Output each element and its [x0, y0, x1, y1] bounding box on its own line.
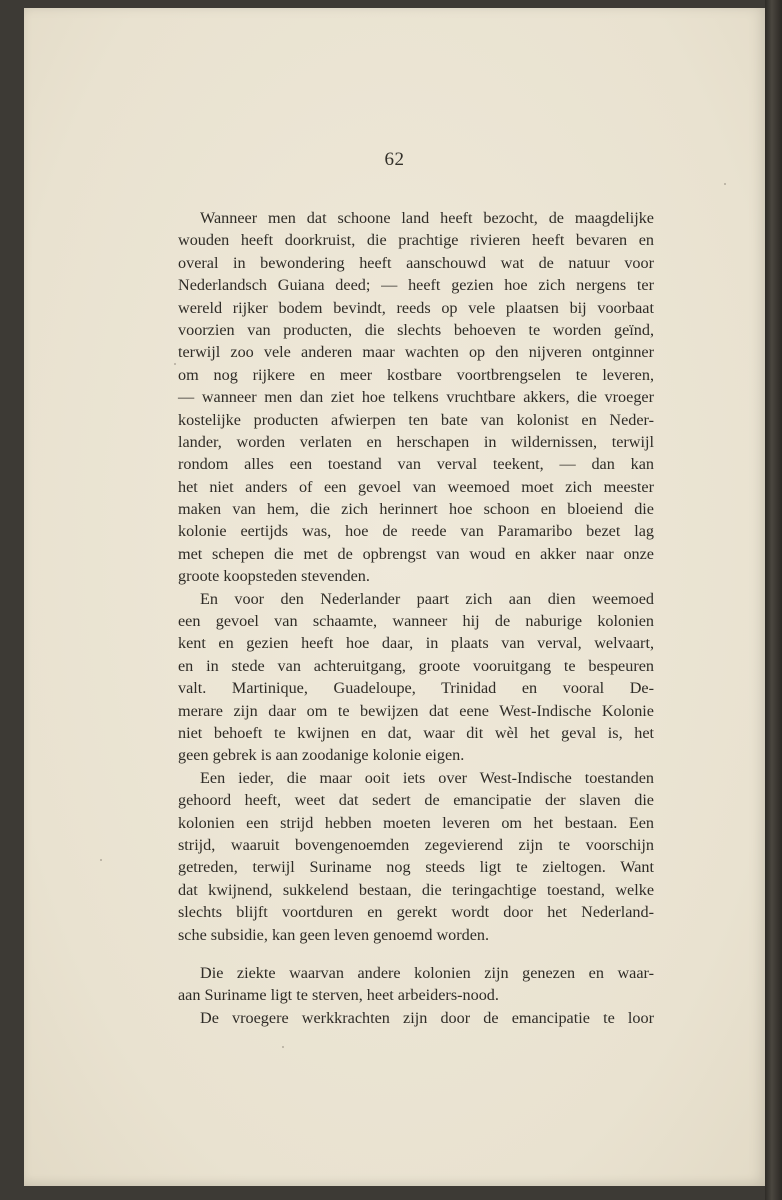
text-line: rondom alles een toestand van verval teekent, — dan kan — [178, 455, 654, 474]
text-line: strijd, waaruit bovengenoemden zegevierend zijn te voorschijn — [178, 835, 654, 854]
text-line: merare zijn daar om te bewijzen dat eene West-Indische Kolonie — [178, 701, 654, 720]
text-line: slechts blijft voortduren en gerekt wordt door het Nederland- — [178, 903, 654, 922]
book-edge — [765, 0, 782, 1200]
book-page — [24, 8, 765, 1186]
text-line: om nog rijkere en meer kostbare voortbrengselen te leveren, — [178, 365, 654, 384]
text-line: gehoord heeft, weet dat sedert de emancipatie der slaven die — [178, 791, 654, 810]
text-line: een gevoel van schaamte, wanneer hij de naburige kolonien — [178, 612, 654, 631]
text-line: aan Suriname ligt te sterven, heet arbeiders-nood. — [178, 986, 499, 1005]
text-line: niet behoeft te kwijnen en dat, waar dit wèl het geval is, het — [178, 723, 654, 742]
text-line: lander, worden verlaten en herschapen in wildernissen, terwijl — [178, 432, 654, 451]
text-line: Nederlandsch Guiana deed; — heeft gezien hoe zich nergens ter — [178, 276, 654, 295]
text-line: voorzien van producten, die slechts behoeven te worden geïnd, — [178, 320, 654, 339]
paragraph-1 — [178, 207, 654, 588]
body-text — [178, 207, 654, 1029]
text-line: het niet anders of een gevoel van weemoed moet zich meester — [178, 477, 654, 496]
section-gap — [178, 946, 654, 962]
text-line: kent en gezien heeft hoe daar, in plaats van verval, welvaart, — [178, 634, 654, 653]
text-line: overal in bewondering heeft aanschouwd wat de natuur voor — [178, 253, 654, 272]
text-line: terwijl zoo vele anderen maar wachten op den nijveren ontginner — [178, 343, 654, 362]
paragraph-4 — [178, 962, 654, 1007]
text-line: Die ziekte waarvan andere kolonien zijn genezen en waar- — [200, 963, 654, 982]
text-line: met schepen die met de opbrengst van woud en akker naar onze — [178, 544, 654, 563]
text-line: De vroegere werkkrachten zijn door de emancipatie te loor — [200, 1008, 654, 1027]
text-line: Een ieder, die maar ooit iets over West-Indische toestanden — [200, 768, 654, 787]
text-line: valt. Martinique, Guadeloupe, Trinidad en vooral De- — [178, 679, 654, 698]
text-line: kolonie eertijds was, hoe de reede van Paramaribo bezet lag — [178, 522, 654, 541]
text-line: kolonien een strijd hebben moeten leveren om het bestaan. Een — [178, 813, 654, 832]
text-line: groote koopsteden stevenden. — [178, 567, 370, 586]
text-line: sche subsidie, kan geen leven genoemd worden. — [178, 925, 490, 944]
text-line: maken van hem, die zich herinnert hoe schoon en bloeiend die — [178, 500, 654, 519]
paper-speck — [282, 1046, 284, 1048]
paper-speck — [174, 363, 176, 365]
paragraph-3 — [178, 767, 654, 946]
text-line: dat kwijnend, sukkelend bestaan, die teringachtige toestand, welke — [178, 880, 654, 899]
text-line: — wanneer men dan ziet hoe telkens vruchtbare akkers, die vroeger — [178, 388, 654, 407]
text-line: wouden heeft doorkruist, die prachtige rivieren heeft bevaren en — [178, 231, 654, 250]
paragraph-2 — [178, 588, 654, 767]
page-number: 62 — [384, 149, 405, 170]
text-line: En voor den Nederlander paart zich aan dien weemoed — [200, 589, 654, 608]
text-line: kostelijke producten afwierpen ten bate van kolonist en Neder- — [178, 410, 654, 429]
text-line: Wanneer men dat schoone land heeft bezocht, de maagdelijke — [200, 209, 654, 227]
text-line: wereld rijker bodem bevindt, reeds op vele plaatsen bij voorbaat — [178, 298, 654, 317]
paper-speck — [100, 859, 102, 861]
paragraph-5 — [178, 1007, 654, 1029]
text-line: getreden, terwijl Suriname nog steeds ligt te zieltogen. Want — [178, 858, 654, 877]
text-line: en in stede van achteruitgang, groote vooruitgang te bespeuren — [178, 656, 654, 675]
text-line: geen gebrek is aan zoodanige kolonie eigen. — [178, 746, 465, 765]
paper-speck — [724, 183, 726, 185]
